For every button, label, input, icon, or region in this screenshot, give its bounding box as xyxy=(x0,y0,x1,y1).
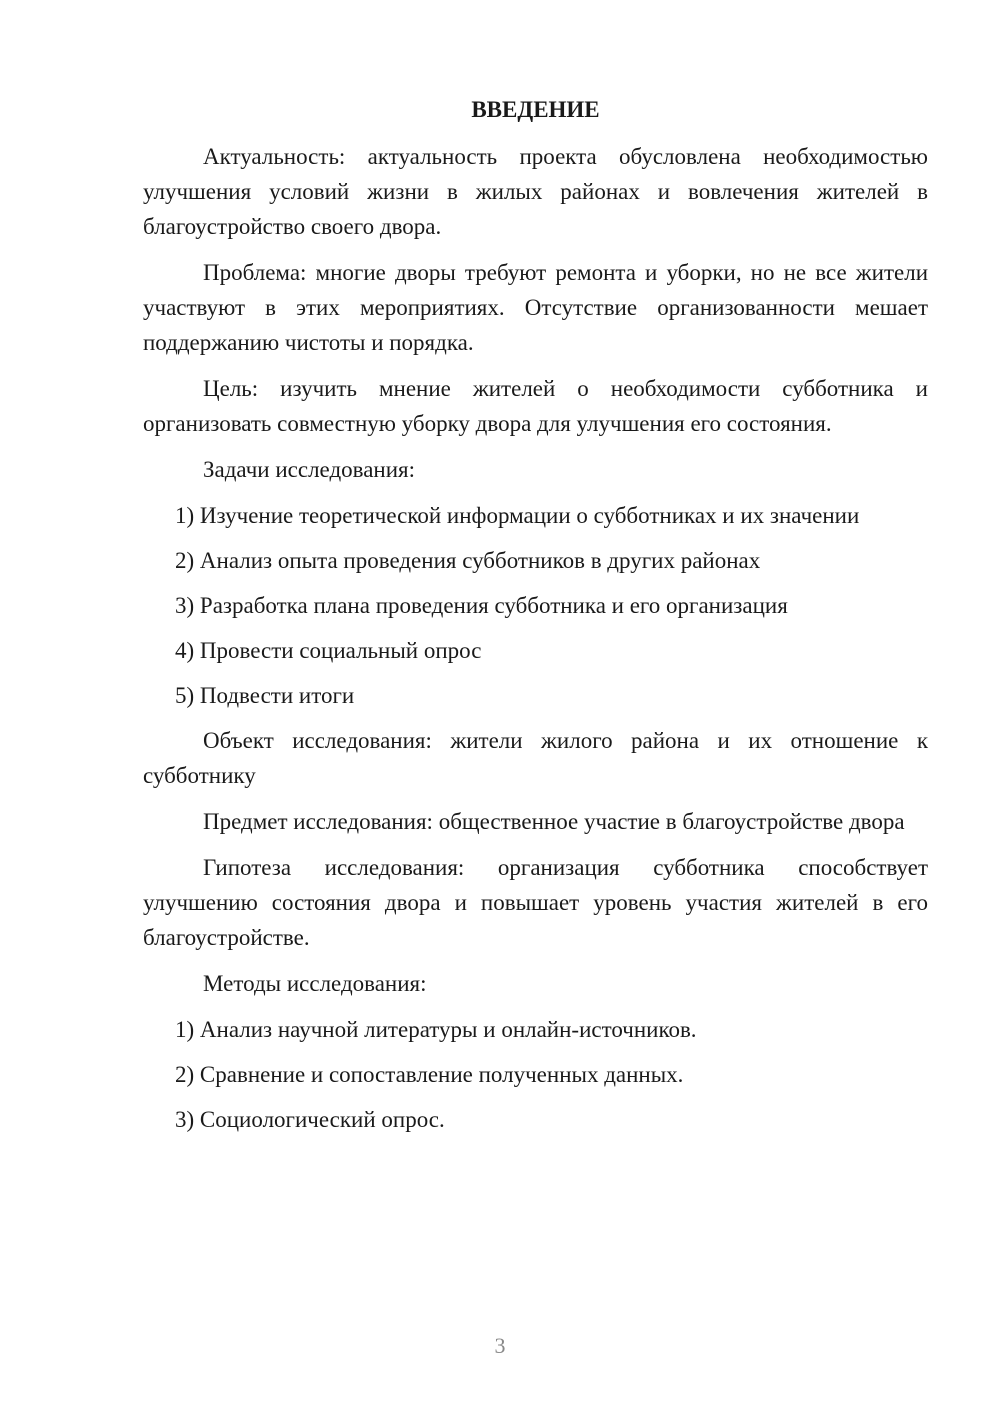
method-item: 3) Социологический опрос. xyxy=(175,1107,445,1132)
task-item: 4) Провести социальный опрос xyxy=(175,638,482,663)
goal-paragraph: Цель: изучить мнение жителей о необходимости субботника и организовать совместную уборку двора для улучшения его состояния. xyxy=(143,376,928,436)
task-item: 2) Анализ опыта проведения субботников в других районах xyxy=(175,548,761,573)
relevance-paragraph: Актуальность: актуальность проекта обусловлена необходимостью улучшения условий жизни в жилых районах и вовлечения жителей в благоустройство своего двора. xyxy=(143,144,928,239)
section-title: ВВЕДЕНИЕ xyxy=(471,97,600,122)
problem-paragraph: Проблема: многие дворы требуют ремонта и уборки, но не все жители участвуют в этих мероприятиях. Отсутствие организованности мешает поддержанию чистоты и порядка. xyxy=(143,260,928,355)
method-item: 1) Анализ научной литературы и онлайн-источников. xyxy=(175,1017,697,1042)
tasks-heading: Задачи исследования: xyxy=(203,457,416,482)
task-item: 5) Подвести итоги xyxy=(175,683,355,708)
object-paragraph: Объект исследования: жители жилого района и их отношение к субботнику xyxy=(143,728,928,788)
hypothesis-paragraph: Гипотеза исследования: организация субботника способствует улучшению состояния двора и повышает уровень участия жителей в его благоустройстве. xyxy=(143,855,928,950)
document-body xyxy=(143,92,928,1147)
methods-heading: Методы исследования: xyxy=(203,971,427,996)
method-item: 2) Сравнение и сопоставление полученных данных. xyxy=(175,1062,684,1087)
subject-paragraph: Предмет исследования: общественное участие в благоустройстве двора xyxy=(203,809,905,834)
task-item: 3) Разработка плана проведения субботника и его организация xyxy=(175,593,788,618)
page-number: 3 xyxy=(494,1333,506,1358)
task-item: 1) Изучение теоретической информации о субботниках и их значении xyxy=(175,503,860,528)
